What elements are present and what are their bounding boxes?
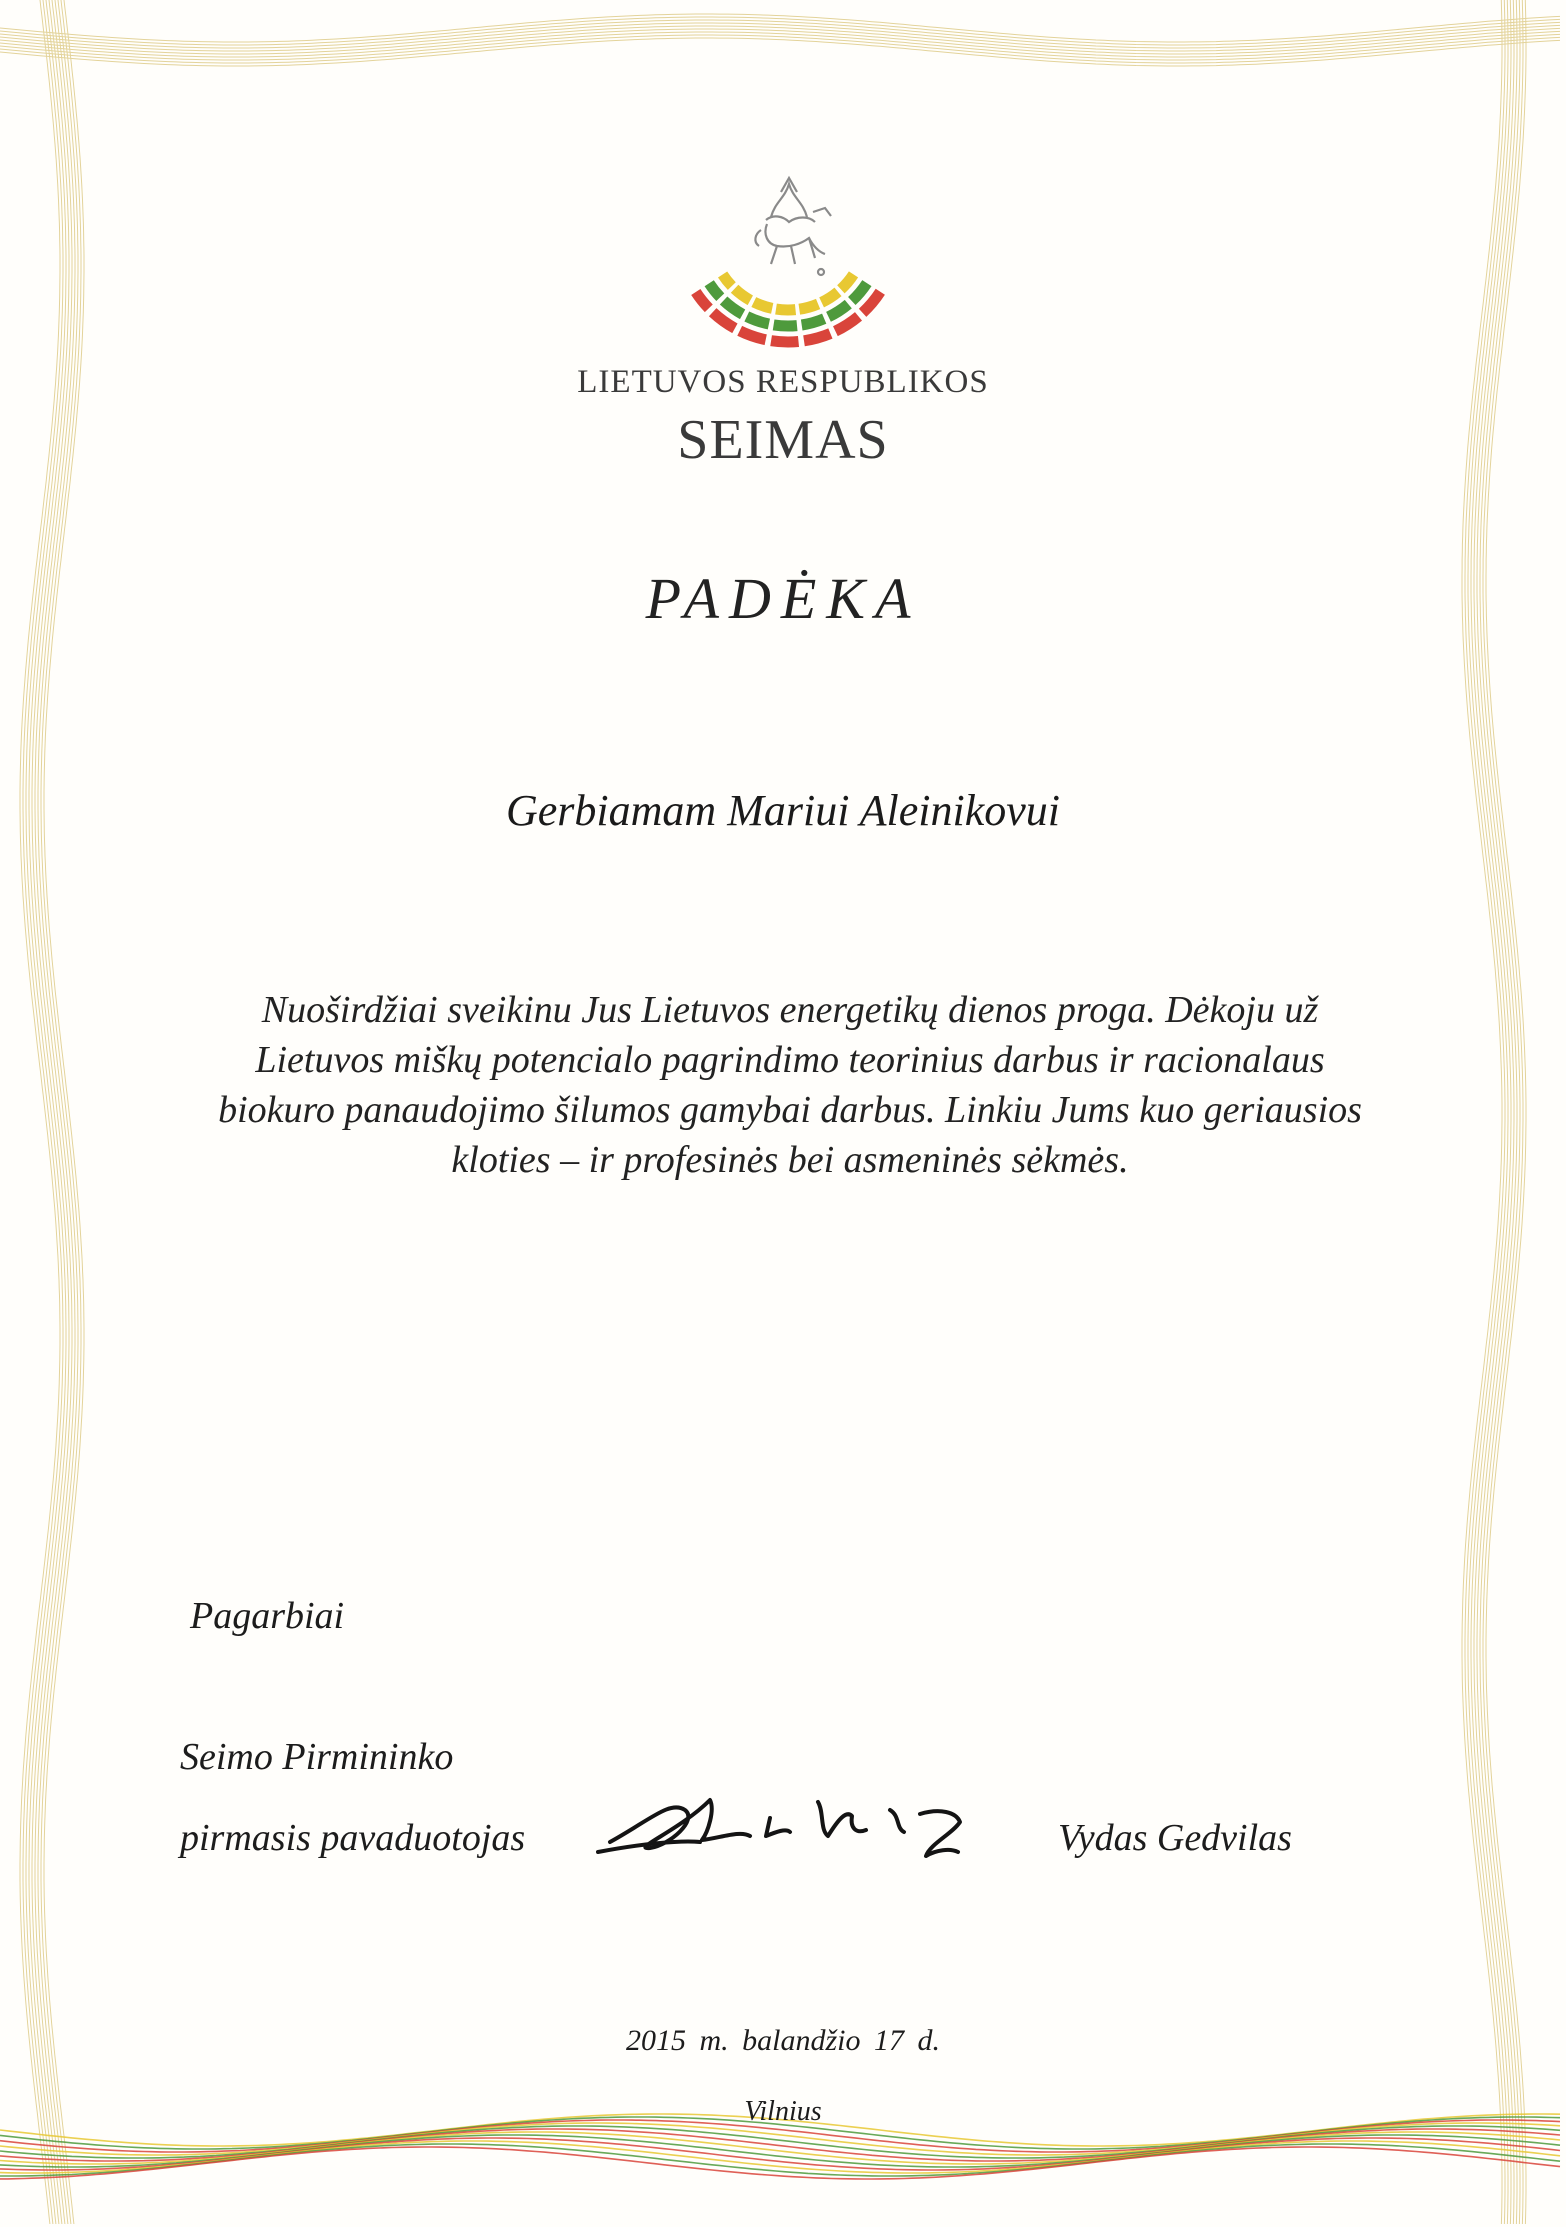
document-date: 2015 m. balandžio 17 d. [625,2024,940,2057]
body-line: Nuoširdžiai sveikinu Jus Lietuvos energetikų dienos proga. Dėkoju už [261,989,1319,1031]
closing-salutation: Pagarbiai [190,1595,345,1637]
seimas-emblem-icon [663,172,913,352]
body-text [190,985,1390,1185]
signer-position-line2: pirmasis pavaduotojas [180,1817,526,1859]
body-line: Lietuvos miškų potencialo pagrindimo teorinius darbus ir racionalaus [255,1039,1325,1081]
recipient-name: Gerbiamam Mariui Aleinikovui [506,786,1060,835]
body-line: biokuro panaudojimo šilumos gamybai darbus. Linkiu Jums kuo geriausios [218,1089,1362,1131]
body-line: kloties – ir profesinės bei asmeninės sėkmės. [451,1139,1129,1181]
org-name-line2: SEIMAS [677,409,889,471]
vytis-icon [755,178,831,275]
signer-name: Vydas Gedvilas [1058,1817,1292,1859]
org-name-line1: LIETUVOS RESPUBLIKOS [577,364,989,400]
handwritten-signature-icon [590,1770,1000,1880]
document-title: PADĖKA [645,566,921,631]
document-place: Vilnius [744,2096,822,2127]
signer-position-line1: Seimo Pirmininko [180,1736,454,1778]
